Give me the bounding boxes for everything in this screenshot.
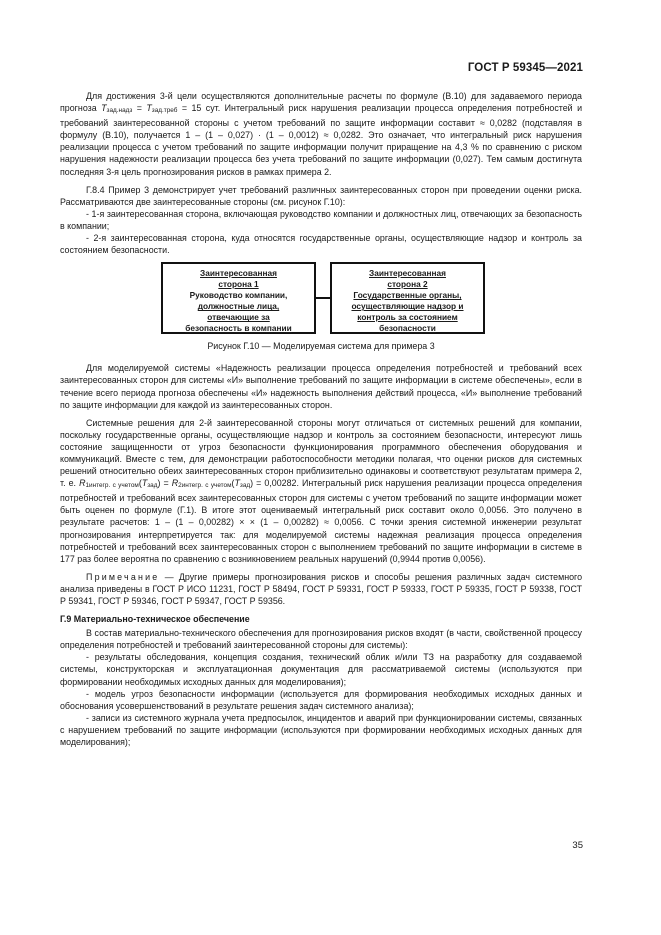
paragraph-goal-3 — [60, 90, 582, 178]
list-item-survey: - результаты обследования, концепция создания, технический облик и/или ТЗ на разработку для создаваемой системы, конструкторская и эксплуатационная документация для рассматриваемой системы (используются при формировании необходимых исходных данных для моделирования); — [60, 652, 582, 687]
note-text: — Другие примеры прогнозирования рисков и способы решения различных задач системного анализа приведены в ГОСТ Р ИСО 11231, ГОСТ Р 58494, ГОСТ Р 59331, ГОСТ Р 59333, ГОСТ Р 59335, ГОСТ Р 59338, ГОСТ Р 59341, ГОСТ Р 59346, ГОСТ Р 59347, ГОСТ Р 59356. — [60, 571, 583, 606]
sub-zad: зад — [239, 482, 251, 490]
paragraph-system-solutions: Системные решения для 2-й заинтересованной стороны могут отличаться от системных решений для компании, поскольку государственные органы, осуществляющие надзор и контроль за состоянием безопасности, интересуют лишь состояние защищенности от угроз безопасности функционирования программного обеспечения оборудования и коммуникаций. Вместе с тем, для демонстрации работоспособности методики полагая, что оценки рисков для системных решений относительно обеих заинтересованных сторон приблизительно одинаковы и соответствуют результатам примера 2, т. е. R1интегр. с учетом(Tзад) = R2интегр. с учетом(Tзад) = 0,00282. Интегральный риск нарушения реализации процесса определения потребностей и требований всех заинтересованных сторон для системы с учетом требований по защите информации может быть оценен по формуле (Г.1). В итоге этот оцениваемый интегральный риск составит около 0,0056. Это получено в результате расчетов: 1 – (1 – 0,00282) × × (1 – 0,00282) ≈ 0,0056. С точки зрения системной инженерии результат прогнозирования интерпретируется так: для моделируемой системы надежная реализация процесса определения потребностей и требований всех заинтересованных сторон с выполнением требований по защите информации в системе в 177 раз более вероятна по сравнению с возникновением реальных нарушений (0,9944 против 0,0056). — [60, 417, 583, 564]
paragraph-example-3: Г.8.4 Пример 3 демонстрирует учет требований различных заинтересованных сторон при проведении оценки риска. Рассматриваются две заинтересованные стороны (см. рисунок Г.10): — [60, 184, 582, 207]
box2-line: сторона 2 — [387, 279, 428, 290]
box2-line: Заинтересованная — [369, 268, 446, 279]
var-T2: T — [146, 103, 152, 114]
p1-text-end: = 15 сут. Интегральный риск нарушения реализации процесса определения потребностей и требований заинтересованной стороны с учетом требований по защите информации составит ≈ 0,0282 (подставляя в формулу (В.10), получается 1 – (1 – 0,027) · (1 – 0,0012) ≈ 0,0282. Это означает, что интегральный риск нарушения реализации процесса с учетом требований по защите информации получит приращение на 4,3 % по сравнению с риском нарушения надежности реализации процесса без учета требований по защите информации (0,027). Тем самым достигнута последняя 3-я цель прогнозирования рисков в рамках примера 2. — [60, 103, 583, 177]
sub-zad: зад — [147, 482, 158, 490]
eq-sign: = — [136, 103, 142, 114]
box2-line: контроль за состоянием — [357, 312, 458, 323]
var-R1: R — [79, 478, 86, 489]
connector-line — [316, 297, 330, 299]
var-T3: T — [141, 478, 148, 489]
box2-line: Государственные органы, — [353, 290, 462, 301]
note-label: Примечание — [86, 571, 160, 582]
box1-line: должностные лица, — [197, 301, 280, 312]
list-item-party-2: - 2-я заинтересованная сторона, куда относятся государственные органы, осуществляющие надзор и контроль за состоянием безопасности. — [60, 233, 582, 256]
page-number: 35 — [572, 840, 583, 851]
box1-line: безопасность в компании — [185, 323, 292, 334]
paragraph-logistics: В состав материально-технического обеспечения для прогнозирования рисков входят (в части, свойственной процессу определения потребностей и требований заинтересованной стороны для системы): — [60, 628, 582, 651]
p4-text-start: Системные решения для 2-й заинтересованной стороны могут отличаться от системных решений для компании, поскольку государственные органы, осуществляющие надзор и контроль за состоянием безопасности, интересуют лишь состояние защищенности от угроз безопасности функционирования программного обеспечения оборудования и коммуникаций. Вместе с тем, для демонстрации работоспособности методики полагая, что оценки рисков для системных решений относительно обеих заинтересованных сторон приблизительно одинаковы и соответствуют результатам примера 2, т. е. — [60, 417, 582, 489]
paragraph-model-system: Для моделируемой системы «Надежность реализации процесса определения потребностей и требований всех заинтересованных сторон для системы «И» выполнение требований по защите информации в системе обеспечены», если в течение всего периода прогноза обеспечены «И» надежность выполнения действий процесса, «И» выполнение требований по защите информации для каждой из заинтересованных сторон. — [60, 363, 582, 410]
document-body — [60, 90, 582, 748]
var-T4: T — [234, 478, 240, 489]
list-item-threat-model: - модель угроз безопасности информации (используется для формирования необходимых исходных данных и обоснования усовершенствований в результате решения задач системного анализа); — [60, 688, 582, 711]
list-item-party-1: - 1-я заинтересованная сторона, включающая руководство компании и должностных лиц, отвечающих за безопасность в компании; — [60, 208, 582, 231]
p4-text-end: 0,00282. Интегральный риск нарушения реализации процесса определения потребностей и требований всех заинтересованных сторон для системы с учетом требований по защите информации может быть оценен по формуле (Г.1). В итоге этот оцениваемый интегральный риск составит около 0,0056. Это получено в результате расчетов: 1 – (1 – 0,00282) × × (1 – 0,00282) ≈ 0,0056. С точки зрения системной инженерии результат прогнозирования интерпретируется так: для моделируемой системы надежная реализация процесса определения потребностей и требований всех заинтересованных сторон с выполнением требований по защите информации в системе в 177 раз более вероятна по сравнению с возникновением реальных нарушений (0,9944 против 0,0056). — [60, 478, 583, 564]
stakeholder-1-box — [161, 262, 316, 334]
document-header: ГОСТ Р 59345—2021 — [467, 62, 583, 74]
note — [60, 571, 582, 607]
box1-line: отвечающие за — [207, 312, 270, 323]
var-T1: T — [101, 103, 107, 114]
sub-2: 2интегр. с учетом — [178, 482, 232, 490]
section-heading: Г.9 Материально-техническое обеспечение — [60, 614, 250, 625]
list-item-journal: - записи из системного журнала учета предпосылок, инцидентов и аварий при функционировании системы, связанных с нарушением требований по защите информации (используются при формировании необходимых исходных данных для моделирования); — [60, 712, 582, 748]
sub-zad-nad: зад.надз — [106, 107, 133, 115]
box1-line: Руководство компании, — [189, 290, 288, 301]
box1-line: Заинтересованная — [200, 268, 277, 279]
p1-text-start: Для достижения 3-й цели осуществляются дополнительные расчеты по формуле (В.10) для задаваемого периода прогноза — [60, 91, 582, 114]
var-R2: R — [171, 478, 179, 489]
stakeholder-2-box — [330, 262, 485, 334]
sub-1: 1интегр. с учетом — [85, 482, 139, 490]
eq-sign-3: = — [256, 478, 262, 489]
figure-g10 — [60, 262, 582, 350]
eq-sign-2: = — [163, 478, 169, 489]
sub-zad-treb: зад.треб — [151, 107, 178, 115]
box1-line: сторона 1 — [218, 279, 259, 290]
box2-line: осуществляющие надзор и — [351, 301, 464, 312]
figure-caption: Рисунок Г.10 — Моделируемая система для примера 3 — [207, 341, 435, 352]
box2-line: безопасности — [379, 323, 436, 334]
